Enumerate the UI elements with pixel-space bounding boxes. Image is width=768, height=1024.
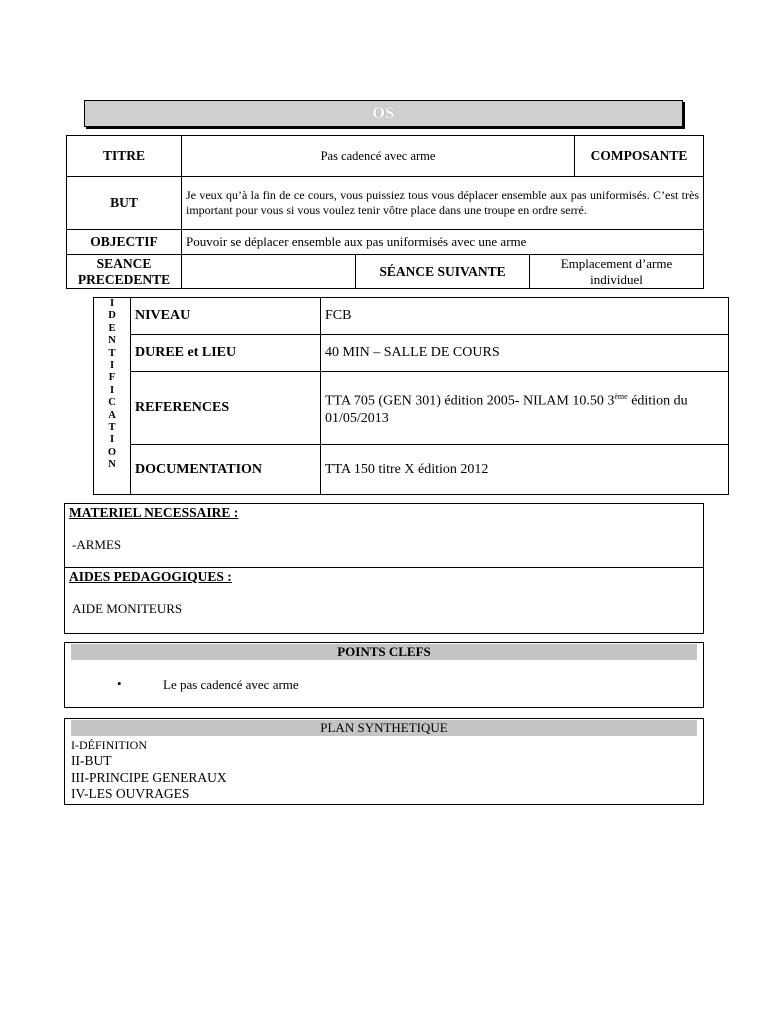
references-label: REFERENCES xyxy=(131,372,321,445)
identification-letter: D xyxy=(108,310,116,322)
identification-letter: N xyxy=(108,335,116,347)
materiel-section xyxy=(64,503,704,634)
aides-title: AIDES PEDAGOGIQUES : xyxy=(69,569,232,584)
identification-letter: E xyxy=(108,322,116,334)
titre-value: Pas cadencé avec arme xyxy=(182,136,575,177)
identification-letter: I xyxy=(109,384,115,396)
aides-value: AIDE MONITEURS xyxy=(72,601,183,616)
seance-suivante-label: SÉANCE SUIVANTE xyxy=(356,255,530,289)
documentation-label: DOCUMENTATION xyxy=(131,445,321,495)
plan-item: IV-LES OUVRAGES xyxy=(71,786,190,801)
identification-letter: I xyxy=(109,360,115,372)
plan-item: II-BUT xyxy=(71,753,112,768)
duree-lieu-label: DUREE et LIEU xyxy=(131,335,321,372)
identification-letter: F xyxy=(108,372,116,384)
seance-precedente-value xyxy=(182,255,356,289)
identification-letter: C xyxy=(108,397,116,409)
references-text: TTA 705 (GEN 301) édition 2005- NILAM 10.50 3 xyxy=(325,393,615,409)
titre-label: TITRE xyxy=(67,136,182,177)
identification-letter: A xyxy=(108,409,116,421)
os-banner: OS xyxy=(84,100,683,127)
identification-letter: T xyxy=(108,347,116,359)
plan-item: III-PRINCIPE GENERAUX xyxy=(71,770,227,785)
points-clefs-section xyxy=(64,642,704,708)
identification-table xyxy=(93,297,729,495)
main-info-table xyxy=(66,135,704,289)
composante-label: COMPOSANTE xyxy=(575,136,704,177)
plan-item: I-DÉFINITION xyxy=(71,738,147,752)
documentation-value: TTA 150 titre X édition 2012 xyxy=(321,445,729,495)
references-text-end: édition du 01/05/2013 xyxy=(325,393,688,427)
identification-letter: O xyxy=(107,446,117,458)
identification-vertical-label xyxy=(94,298,131,495)
materiel-value: -ARMES xyxy=(72,537,122,552)
plan-synthetique-section xyxy=(64,718,704,805)
identification-letter: I xyxy=(109,434,115,446)
bullet-icon: • xyxy=(117,676,122,691)
seance-suivante-value: Emplacement d’arme individuel xyxy=(530,255,704,289)
identification-letter: I xyxy=(109,298,115,309)
points-clefs-title: POINTS CLEFS xyxy=(71,644,697,660)
plan-title: PLAN SYNTHETIQUE xyxy=(71,720,697,736)
materiel-divider xyxy=(65,567,703,568)
identification-vertical-text xyxy=(94,298,130,472)
identification-letter: T xyxy=(108,422,116,434)
references-value xyxy=(321,372,729,445)
but-label: BUT xyxy=(67,177,182,230)
references-superscript: ème xyxy=(614,391,628,401)
identification-letter: N xyxy=(108,459,116,471)
niveau-label: NIVEAU xyxy=(131,298,321,335)
duree-lieu-value: 40 MIN – SALLE DE COURS xyxy=(321,335,729,372)
objectif-label: OBJECTIF xyxy=(67,230,182,255)
seance-precedente-label: SEANCE PRECEDENTE xyxy=(67,255,182,289)
niveau-value: FCB xyxy=(321,298,729,335)
points-clefs-item: Le pas cadencé avec arme xyxy=(163,677,299,692)
but-value: Je veux qu’à la fin de ce cours, vous puissiez tous vous déplacer ensemble aux pas uniformisés. C’est très important pour vous si vous voulez tenir vôtre place dans une troupe en ordre serré. xyxy=(182,177,704,230)
objectif-value: Pouvoir se déplacer ensemble aux pas uniformisés avec une arme xyxy=(182,230,704,255)
materiel-title: MATERIEL NECESSAIRE : xyxy=(69,505,239,520)
